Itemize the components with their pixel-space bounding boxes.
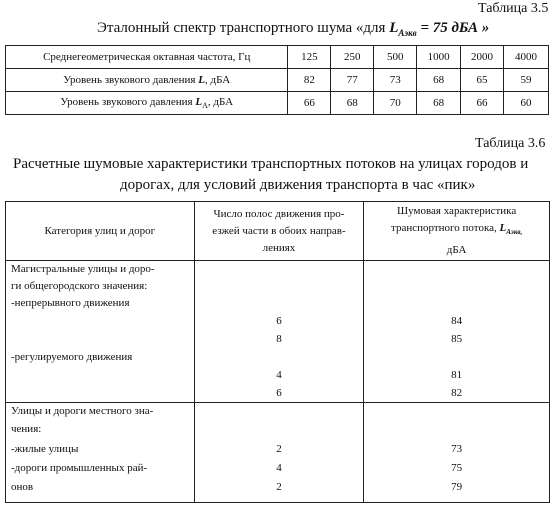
table-3-5-label: Таблица 3.5	[478, 1, 549, 16]
header-subscript: Aэкв,	[506, 228, 523, 237]
header-symbol: L	[499, 222, 507, 235]
category-cell	[6, 403, 195, 503]
header-line: езжей части в обоих направ-	[212, 224, 346, 237]
table-row	[6, 69, 549, 92]
category-line: -регулируемого движения	[11, 351, 133, 363]
category-line: чения:	[11, 423, 42, 435]
noise-cell	[364, 261, 550, 403]
table-cell: 66	[288, 92, 331, 115]
noise-cell	[364, 403, 550, 503]
category-line: -непрерывного движения	[11, 297, 130, 309]
lanes-value: 8	[276, 333, 282, 345]
header-noise	[364, 202, 550, 261]
noise-value: 84	[451, 315, 463, 327]
table-3-5-title	[97, 20, 489, 38]
header-cell: 125	[288, 46, 331, 69]
header-line: Число полос движения про-	[213, 207, 345, 220]
header-cell: 1000	[417, 46, 461, 69]
row-label-text: Уровень звукового давления	[63, 74, 199, 86]
table-header-row	[6, 202, 550, 261]
table-cell: 73	[374, 69, 417, 92]
header-line	[364, 220, 549, 241]
header-cell: 4000	[504, 46, 549, 69]
category-line: Улицы и дороги местного зна-	[11, 405, 154, 417]
lanes-value: 2	[276, 443, 282, 455]
table-cell: 66	[461, 92, 504, 115]
category-line: -жилые улицы	[11, 443, 79, 455]
row-label-symbol: L	[198, 74, 205, 86]
table-cell: 77	[331, 69, 374, 92]
header-text: транспортного потока,	[391, 222, 500, 235]
lanes-value: 6	[276, 387, 282, 399]
table-cell: 82	[288, 69, 331, 92]
table-cell: 68	[331, 92, 374, 115]
header-line: лениях	[262, 241, 296, 254]
table-3-5	[5, 45, 549, 115]
table-row	[6, 261, 550, 403]
header-lanes	[194, 202, 364, 261]
table-cell: 65	[461, 69, 504, 92]
lanes-cell	[194, 403, 364, 503]
lanes-value: 2	[276, 481, 282, 493]
table-row	[6, 403, 550, 503]
lanes-cell	[194, 261, 364, 403]
row-label-text: Уровень звукового давления	[60, 95, 196, 108]
row-label-unit: , дБА	[204, 74, 231, 86]
table-header-row	[6, 46, 549, 69]
table-3-6-label: Таблица 3.6	[475, 136, 546, 151]
noise-value: 82	[451, 387, 463, 399]
table-cell: 70	[374, 92, 417, 115]
table-cell: 68	[417, 92, 461, 115]
title-symbol: L	[389, 20, 399, 36]
category-line: онов	[11, 481, 34, 493]
row-label-symbol: L	[195, 95, 203, 108]
category-cell	[6, 261, 195, 403]
header-category: Категория улиц и дорог	[6, 202, 195, 261]
table-row	[6, 92, 549, 115]
category-line: Магистральные улицы и доро-	[11, 263, 155, 275]
lanes-value: 4	[276, 369, 282, 381]
title-text: Эталонный спектр транспортного шума «для	[97, 20, 390, 36]
table-3-6-title-line2: дорогах, для условий движения транспорта в час «пик»	[120, 177, 476, 193]
noise-value: 85	[451, 333, 463, 345]
row-label	[6, 69, 288, 92]
table-3-6	[5, 201, 550, 503]
row-label-subscript: A	[202, 101, 208, 111]
table-3-6-title-line1: Расчетные шумовые характеристики транспортных потоков на улицах городов и	[13, 156, 529, 172]
table-cell: 68	[417, 69, 461, 92]
header-cell: 2000	[461, 46, 504, 69]
title-subscript: Aэкв	[398, 28, 417, 38]
table-cell: 60	[504, 92, 549, 115]
noise-value: 75	[451, 462, 463, 474]
title-value: = 75 дБА »	[416, 20, 490, 36]
header-line: дБА	[446, 243, 467, 256]
header-cell: 250	[331, 46, 374, 69]
noise-value: 81	[451, 369, 463, 381]
category-line: -дороги промышленных рай-	[11, 462, 148, 474]
noise-value: 73	[451, 443, 463, 455]
header-cell: Среднегеометрическая октавная частота, Гц	[6, 46, 288, 69]
table-cell: 59	[504, 69, 549, 92]
noise-value: 79	[451, 481, 463, 493]
category-line: ги общегородского значения:	[11, 280, 148, 292]
lanes-value: 4	[276, 462, 282, 474]
header-line: Шумовая характеристика	[397, 205, 517, 218]
header-cell: 500	[374, 46, 417, 69]
row-label	[6, 92, 288, 115]
lanes-value: 6	[276, 315, 282, 327]
row-label-unit: , дБА	[207, 95, 234, 108]
